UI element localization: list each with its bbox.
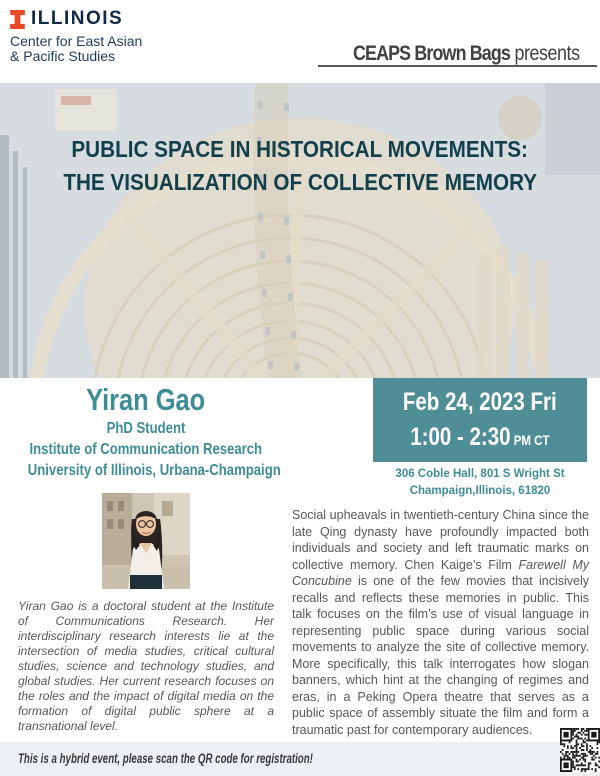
header-divider-line bbox=[318, 65, 597, 67]
header bbox=[0, 0, 600, 83]
speaker-portrait-image bbox=[102, 493, 190, 589]
abstract-film-title: Farewell My Concubine bbox=[292, 557, 590, 588]
hero-banner bbox=[0, 83, 600, 378]
qr-code bbox=[560, 728, 600, 772]
center-name-line1: Center for East Asian bbox=[10, 33, 143, 49]
illinois-brand bbox=[10, 8, 142, 64]
talk-title bbox=[0, 133, 600, 199]
event-address-line2: Champaign,Illinois, 61820 bbox=[409, 485, 551, 497]
illinois-block-i-icon bbox=[10, 10, 25, 29]
illinois-logo-row bbox=[10, 8, 142, 30]
series-presents: presents bbox=[510, 42, 580, 65]
abstract-text-start: Social upheavals in twentieth-century China since the late Qing dynasty have profoundly impacted both individuals and society and left traumatic marks on collective memory. Chen Kaige’s Film bbox=[292, 508, 589, 572]
qr-code-image bbox=[560, 728, 600, 772]
date-time-box bbox=[373, 378, 587, 462]
registration-note: This is a hybrid event, please scan the QR code for registration! bbox=[18, 751, 313, 766]
event-date: Feb 24, 2023 Fri bbox=[403, 388, 557, 416]
event-address bbox=[355, 466, 600, 500]
series-title bbox=[353, 42, 580, 66]
speaker-bio: Yiran Gao is a doctoral student at the Institute of Communications Research. Her interdisciplinary research interests lie at the intersection of media studies, critical cultural studies, science and technology studies, and global studies. Her current research focuses on the roles and the impact of digital media on the formation of digital public sphere at a transnational level. bbox=[18, 599, 274, 733]
speaker-university: University of Illinois, Urbana-Champaign bbox=[27, 462, 281, 479]
footer-band bbox=[0, 742, 600, 776]
talk-title-line1: PUBLIC SPACE IN HISTORICAL MOVEMENTS: bbox=[71, 136, 529, 162]
event-address-line1: 306 Coble Hall, 801 S Wright St bbox=[395, 468, 565, 480]
series-name: CEAPS Brown Bags bbox=[353, 42, 511, 65]
speaker-photo bbox=[102, 493, 190, 589]
speaker-name: Yiran Gao bbox=[86, 382, 206, 417]
talk-abstract bbox=[292, 507, 589, 738]
speaker-institute: Institute of Communication Research bbox=[29, 441, 263, 458]
abstract-text-end: is one of the few movies that incisively recalls and reflects these memories in public. This talk focuses on the film’s use of visual language in representing public space during various social movements to analyze the site of collective memory. More specifically, this talk interrogates how slogan banners, which hint at the changing of regimes and eras, in a Peking Opera theatre that serves as a public space of assembly situate the film and form a traumatic past for contemporary audiences. bbox=[292, 574, 589, 737]
talk-title-line2: THE VISUALIZATION OF COLLECTIVE MEMORY bbox=[63, 169, 537, 195]
speaker-role: PhD Student bbox=[106, 420, 186, 437]
event-time: 1:00 - 2:30 PM CT bbox=[410, 423, 550, 451]
film-projector-photo bbox=[0, 83, 600, 378]
speaker-column bbox=[0, 378, 292, 734]
center-name-line2: & Pacific Studies bbox=[10, 48, 116, 64]
center-name bbox=[10, 34, 142, 64]
illinois-wordmark: ILLINOIS bbox=[31, 8, 124, 29]
event-time-zone: PM CT bbox=[510, 432, 550, 448]
